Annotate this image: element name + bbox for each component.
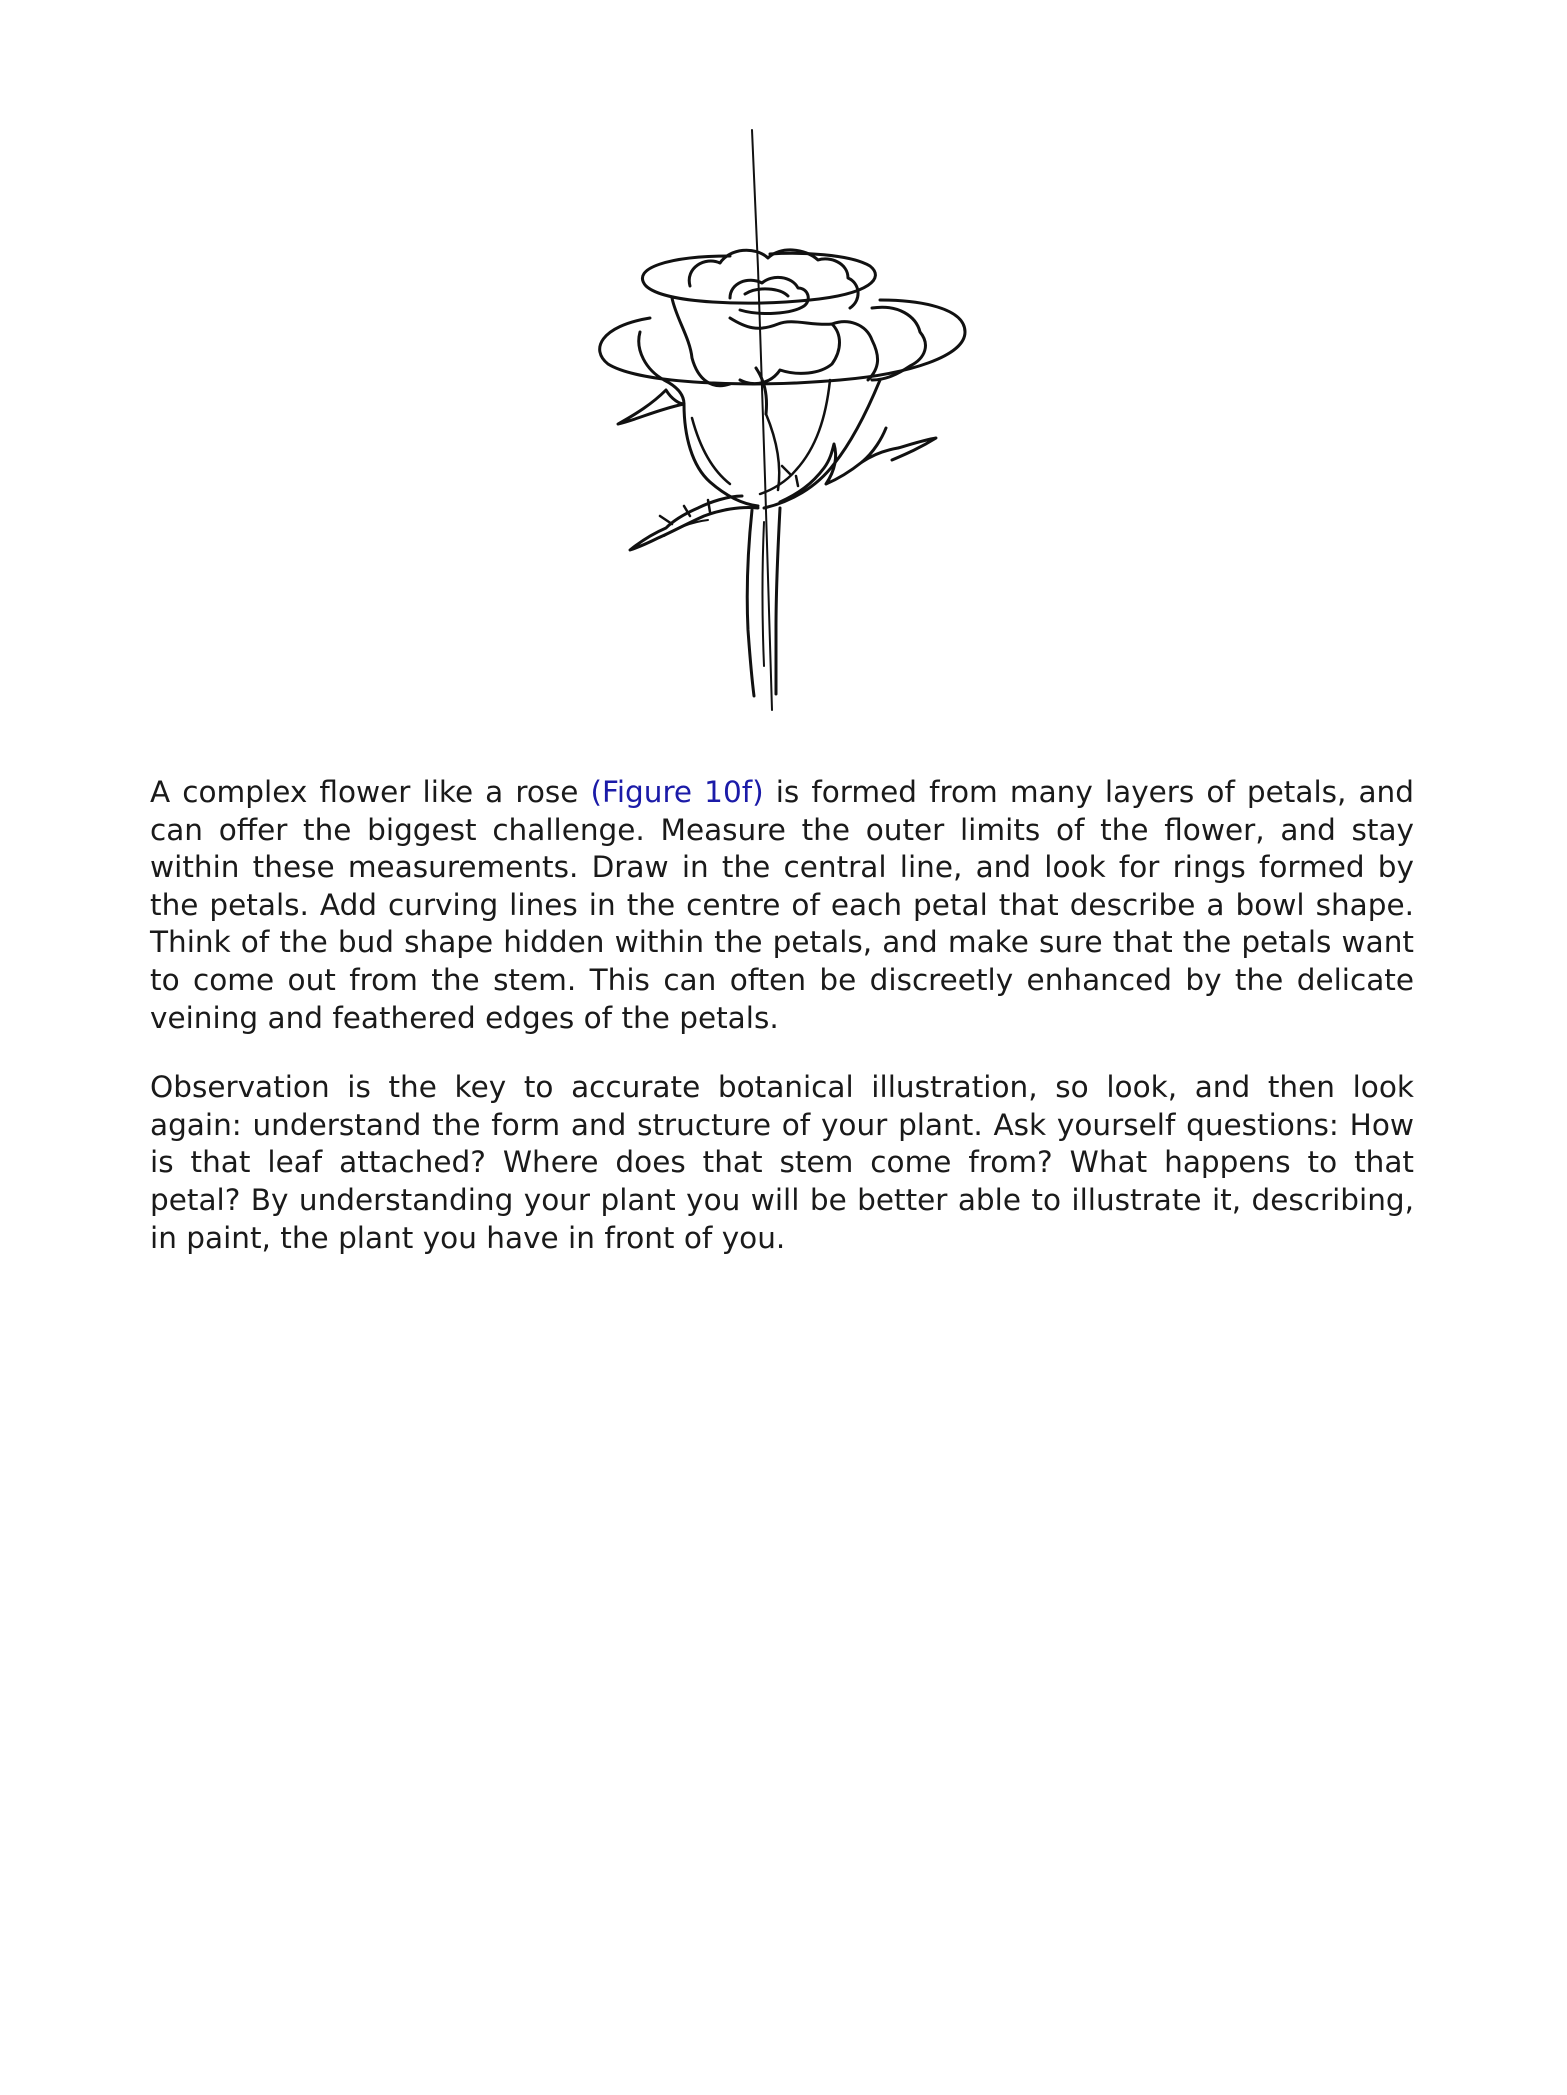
- paragraph-rose-body: is formed from many layers of petals, and can offer the biggest challenge. Measure the outer limits of the flower, and stay within these measurements. Draw in the central line, and look for rings formed by the petals. Add curving lines in the centre of each petal that describe a bowl shape. Think of the bud shape hidden within the petals, and make sure that the petals want to come out from the stem. This can often be discreetly enhanced by the delicate veining and feathered edges of the petals.: [150, 775, 1414, 1035]
- paragraph-observation: Observation is the key to accurate botanical illustration, so look, and then look again: understand the form and structure of your plant. Ask yourself questions: How is that leaf attached? Where does that stem come from? What happens to that petal? By understanding your plant you will be better able to illustrate it, describing, in paint, the plant you have in front of you.: [150, 1070, 1414, 1255]
- paragraph-rose-intro: A complex flower like a rose: [150, 775, 591, 809]
- rose-illustration: [580, 118, 1000, 728]
- body-text: [150, 774, 1414, 1289]
- paragraph-rose: [150, 774, 1414, 1037]
- figure-10f-link[interactable]: (Figure 10f): [590, 775, 764, 809]
